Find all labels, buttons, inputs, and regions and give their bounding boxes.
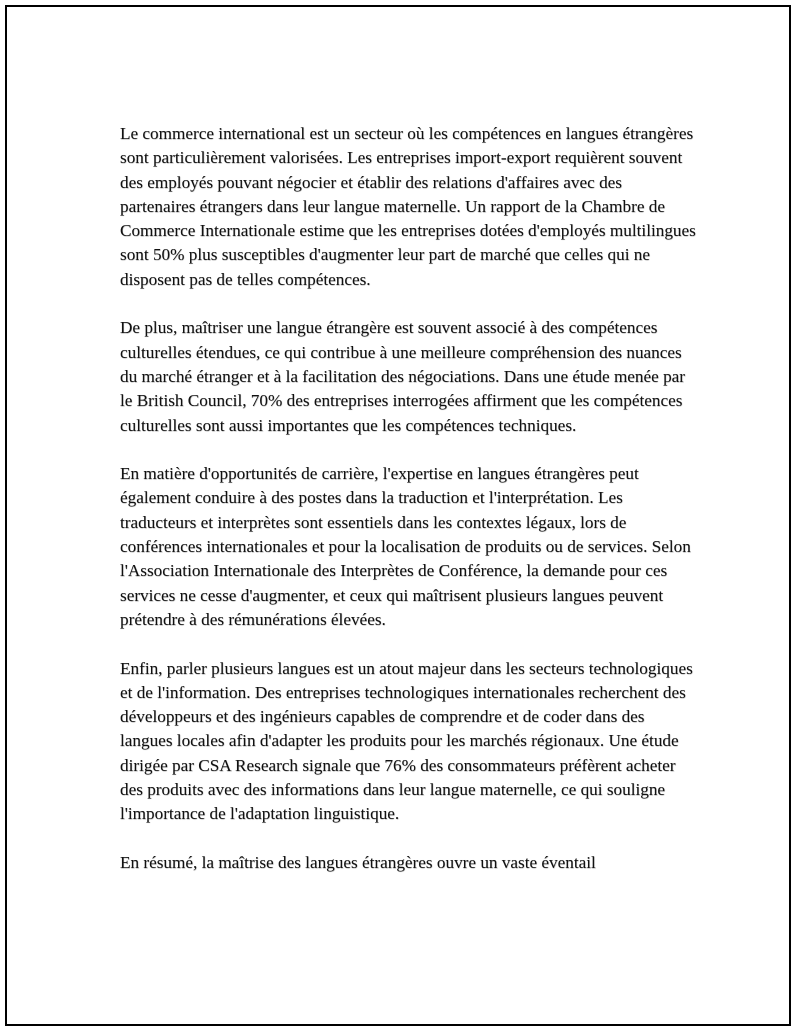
paragraph-4: Enfin, parler plusieurs langues est un atout majeur dans les secteurs technologiques et de l'information. Des entreprises technologiques internationales recherchent des développeurs et des ingénieurs capables de comprendre et de coder dans des langues locales afin d'adapter les produits pour les marchés régionaux. Une étude dirigée par CSA Research signale que 76% des consommateurs préfèrent acheter des produits avec des informations dans leur langue maternelle, ce qui souligne l'importance de l'adaptation linguistique. bbox=[120, 658, 693, 824]
paragraph-1: Le commerce international est un secteur où les compétences en langues étrangères sont particulièrement valorisées. Les entreprises import-export requièrent souvent des employés pouvant négocier et établir des relations d'affaires avec des partenaires étrangers dans leur langue maternelle. Un rapport de la Chambre de Commerce Internationale estime que les entreprises dotées d'employés multilingues sont 50% plus susceptibles d'augmenter leur part de marché que celles qui ne disposent pas de telles compétences. bbox=[120, 124, 696, 289]
document-body bbox=[120, 122, 700, 875]
paragraph-3: En matière d'opportunités de carrière, l'expertise en langues étrangères peut également conduire à des postes dans la traduction et l'interprétation. Les traducteurs et interprètes sont essentiels dans les contextes légaux, lors de conférences internationales et pour la localisation de produits ou de services. Selon l'Association Internationale des Interprètes de Conférence, la demande pour ces services ne cesse d'augmenter, et ceux qui maîtrisent plusieurs langues peuvent prétendre à des rémunérations élevées. bbox=[120, 464, 691, 629]
paragraph-5: En résumé, la maîtrise des langues étrangères ouvre un vaste éventail bbox=[120, 852, 596, 872]
page-frame bbox=[5, 5, 791, 1026]
paragraph-2: De plus, maîtriser une langue étrangère est souvent associé à des compétences culturelles étendues, ce qui contribue à une meilleure compréhension des nuances du marché étranger et à la facilitation des négociations. Dans une étude menée par le British Council, 70% des entreprises interrogées affirment que les compétences culturelles sont aussi importantes que les compétences techniques. bbox=[120, 318, 686, 435]
